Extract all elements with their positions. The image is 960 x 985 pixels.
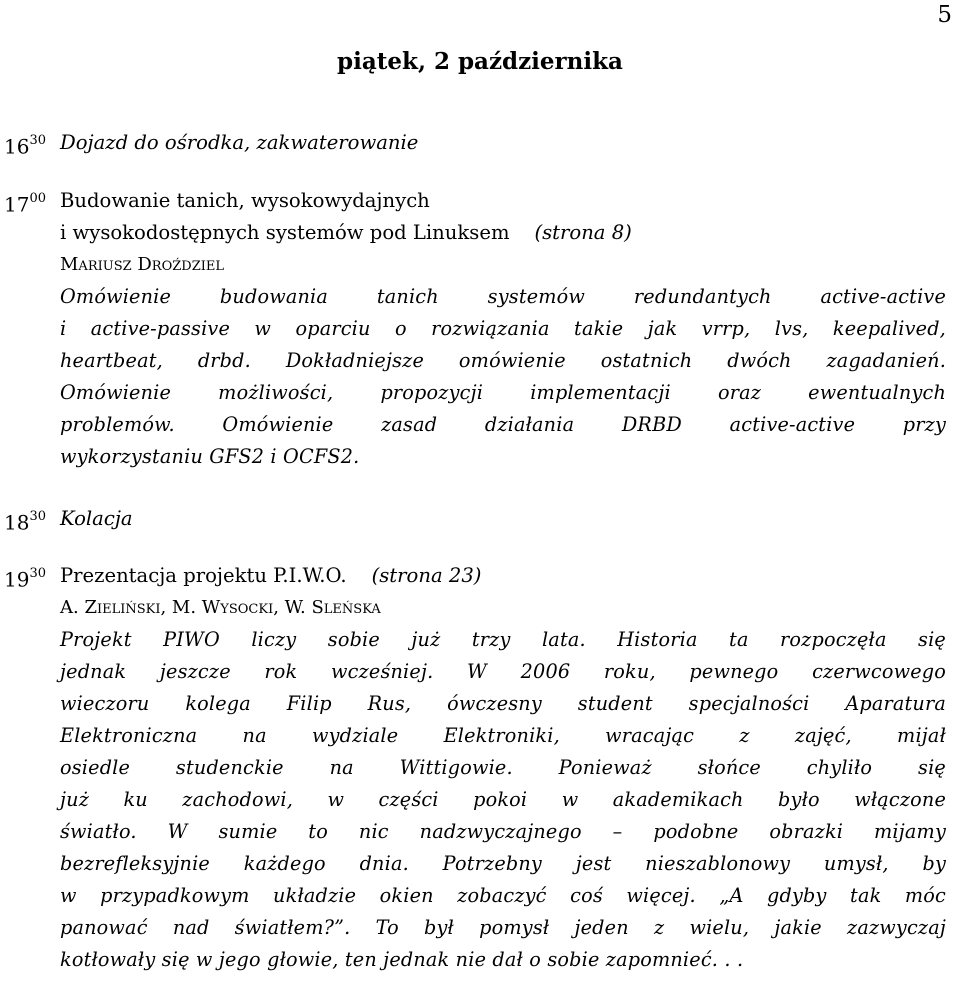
entry-title: Kolacja	[60, 507, 133, 530]
description-line: Omówienie budowania tanich systemów redundantych active-active	[60, 285, 946, 308]
page-number: 5	[937, 2, 952, 28]
description-line: osiedle studenckie na Wittigowie. Ponieważ słońce chyliło się	[60, 756, 946, 779]
talk-description	[60, 624, 946, 976]
description-line: Elektroniczna na wydziale Elektroniki, wracając z zajęć, mijał	[60, 724, 946, 747]
description-line: i active-passive w oparciu o rozwiązania takie jak vrrp, lvs, keepalived,	[60, 317, 946, 340]
description-line: Projekt PIWO liczy sobie już trzy lata. Historia ta rozpoczęła się	[60, 628, 946, 651]
description-line: panować nad światłem?”. To był pomysł jeden z wielu, jakie zazwyczaj	[60, 916, 946, 939]
entry-body	[60, 127, 946, 159]
page-reference: (strona 23)	[371, 564, 482, 587]
page-reference: (strona 8)	[534, 221, 632, 244]
description-line: kotłowały się w jego głowie, ten jednak nie dał o sobie zapomnieć. . .	[60, 948, 744, 971]
talk-title-line: i wysokodostępnych systemów pod Linuksem (strona 8)	[60, 221, 632, 244]
talk-title-line: Budowanie tanich, wysokowydajnych	[60, 189, 430, 212]
description-line: bezrefleksyjnie każdego dnia. Potrzebny jest nieszablonowy umysł, by	[60, 852, 946, 875]
entry-body	[60, 560, 946, 976]
talk-title-line: Prezentacja projektu P.I.W.O. (strona 23)	[60, 564, 482, 587]
entry-title: Dojazd do ośrodka, zakwaterowanie	[60, 131, 419, 154]
description-line: heartbeat, drbd. Dokładniejsze omówienie ostatnich dwóch zagadanień.	[60, 349, 946, 372]
talk-authors: Mariusz Droździel	[60, 254, 224, 275]
entry-time: $18^{30}$	[4, 509, 46, 535]
entry-time: $19^{30}$	[4, 566, 46, 592]
entry-body	[60, 503, 946, 535]
description-line: jednak jeszcze rok wcześniej. W 2006 roku, pewnego czerwcowego	[60, 660, 946, 683]
entry-time: $17^{00}$	[4, 191, 46, 217]
description-line: wieczoru kolega Filip Rus, ówczesny student specjalności Aparatura	[60, 692, 946, 715]
description-line: wykorzystaniu GFS2 i OCFS2.	[60, 445, 360, 468]
description-line: Omówienie możliwości, propozycji implementacji oraz ewentualnych	[60, 381, 946, 404]
entry-time: $16^{30}$	[4, 133, 46, 159]
description-line: światło. W sumie to nic nadzwyczajnego – podobne obrazki mijamy	[60, 820, 946, 843]
entry-body	[60, 185, 946, 473]
description-line: problemów. Omówienie zasad działania DRBD active-active przy	[60, 413, 946, 436]
description-line: już ku zachodowi, w części pokoi w akademikach było włączone	[60, 788, 946, 811]
talk-description	[60, 281, 946, 473]
description-line: w przypadkowym układzie okien zobaczyć coś więcej. „A gdyby tak móc	[60, 884, 946, 907]
page-title: piątek, 2 października	[337, 48, 623, 75]
talk-authors: A. Zieliński, M. Wysocki, W. Sleńska	[60, 597, 381, 618]
